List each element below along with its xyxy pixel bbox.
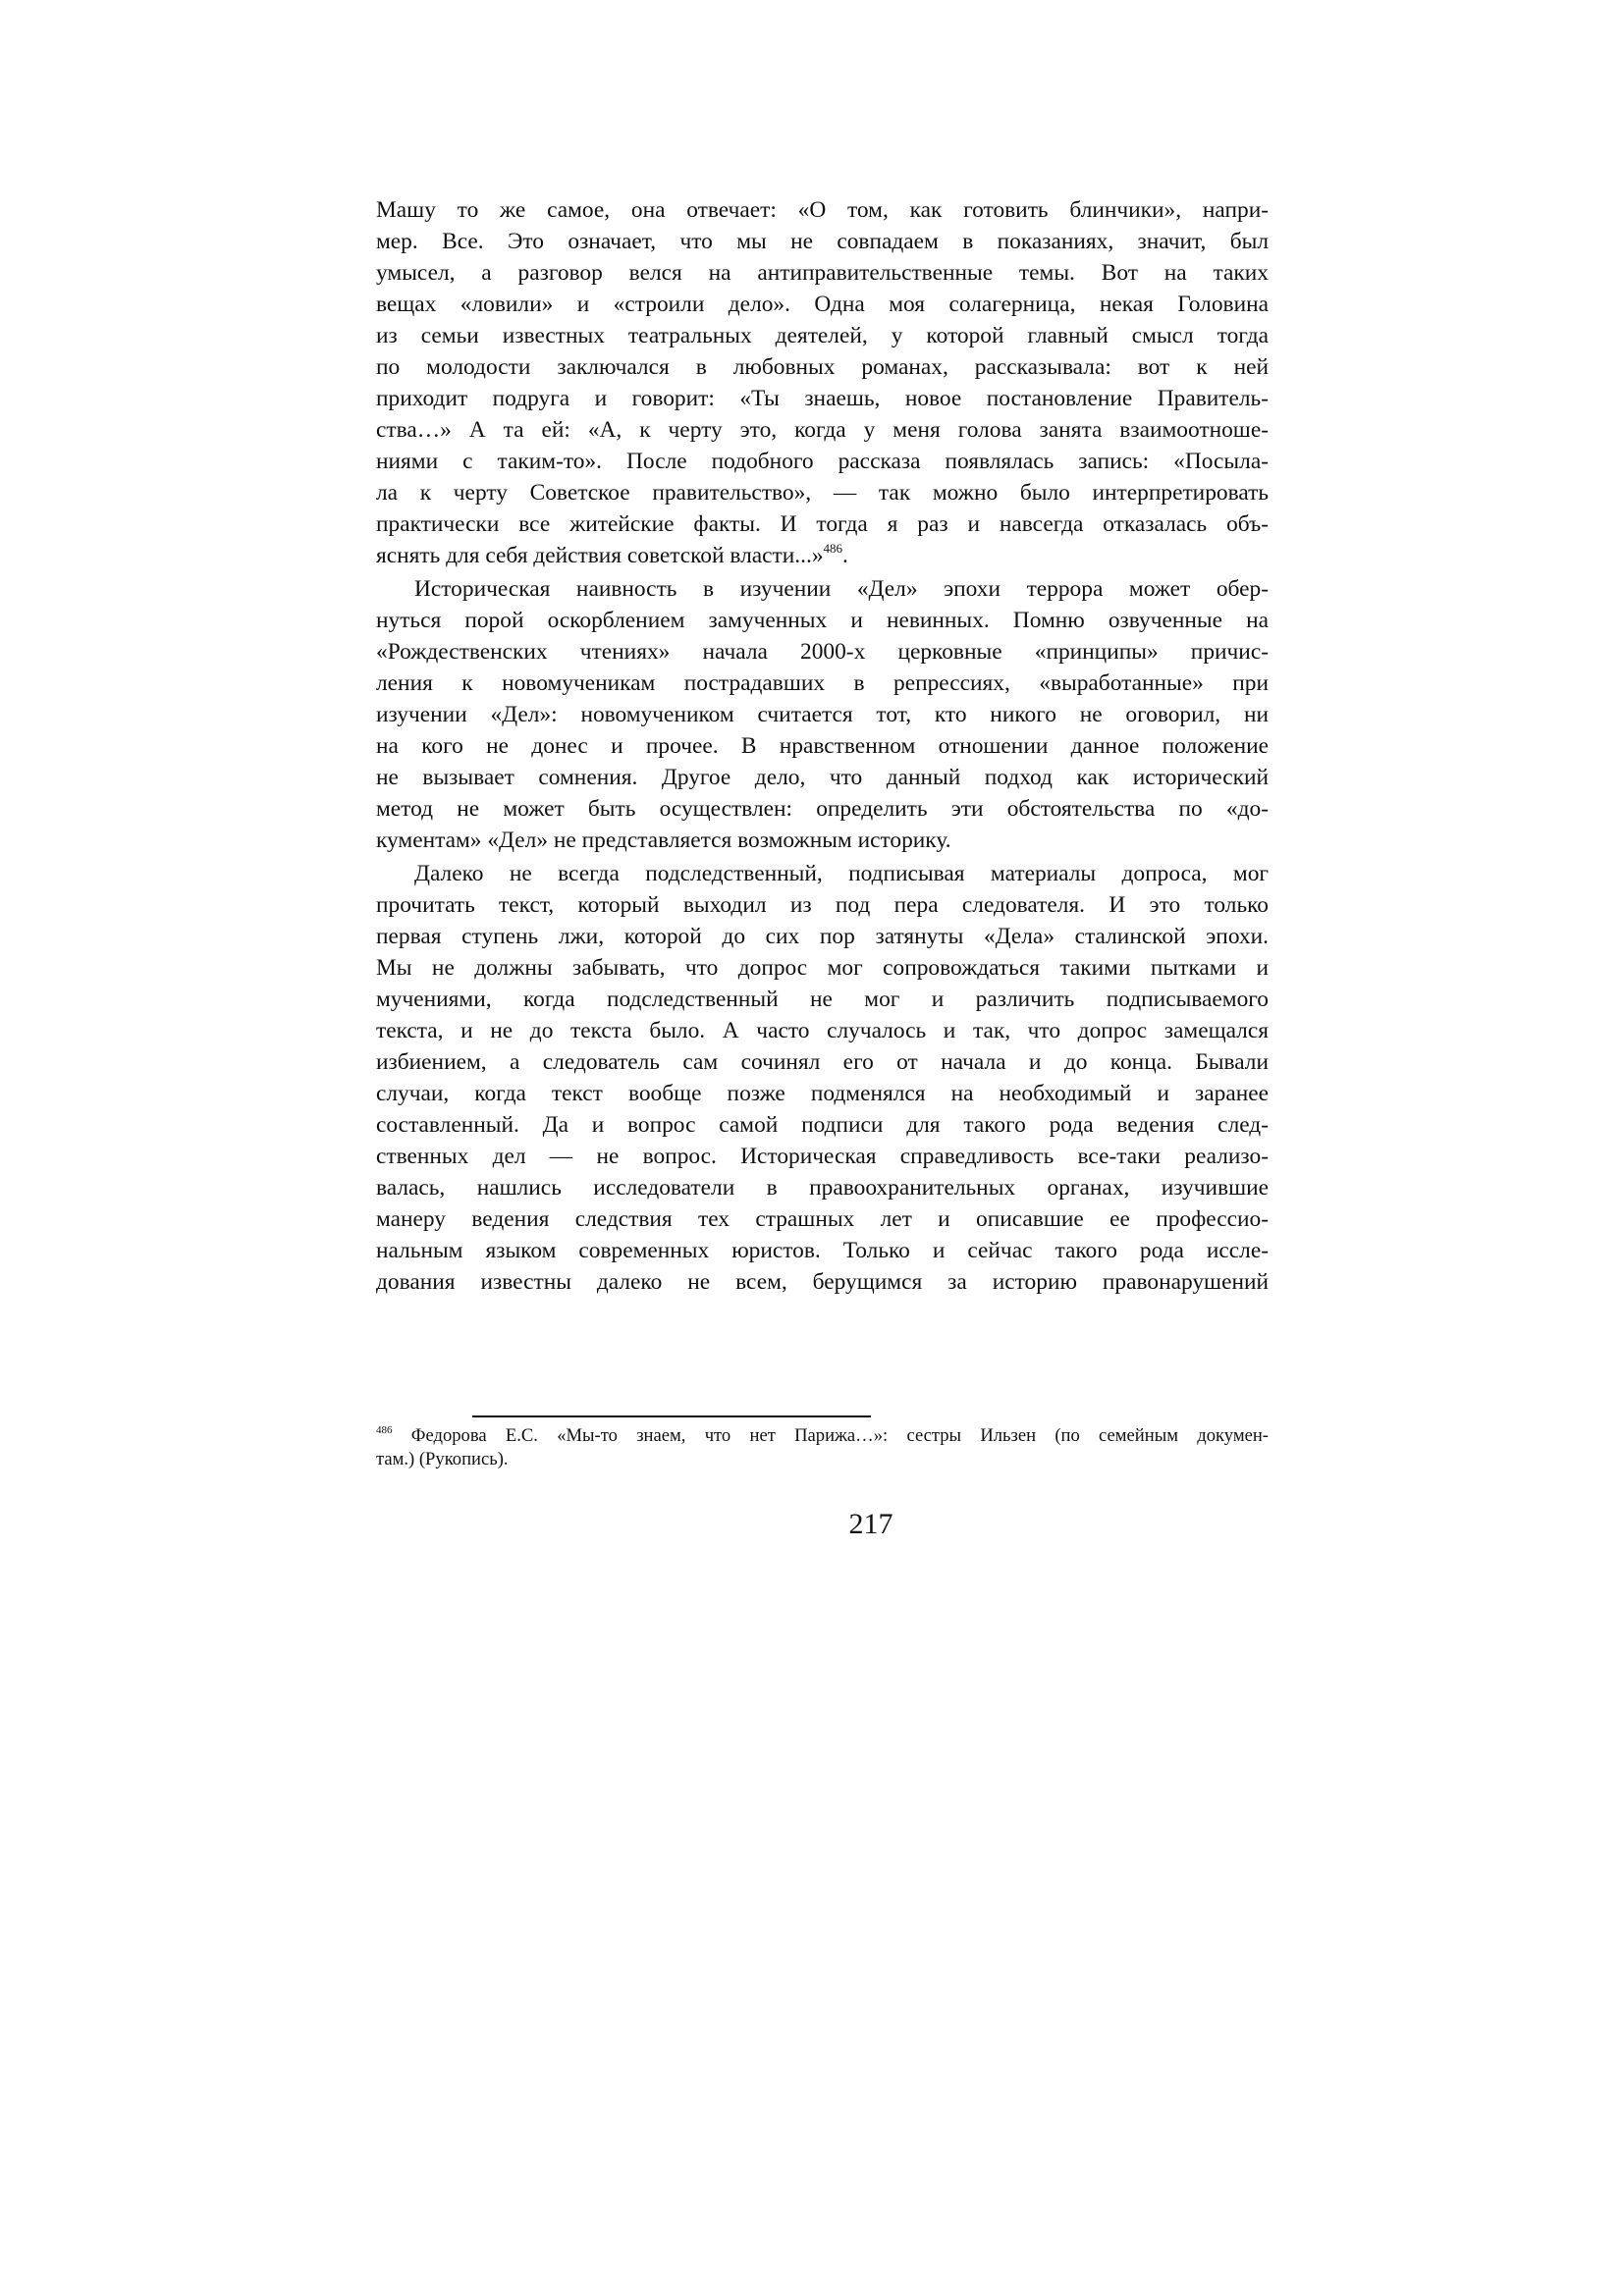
footnote-line: там.) (Рукопись). xyxy=(376,1449,509,1469)
text-line: практически все житейские факты. И тогда я раз и навсегда отказалась объ- xyxy=(376,511,1269,537)
text-line: ственных дел — не вопрос. Историческая справедливость все-таки реализо- xyxy=(376,1144,1269,1169)
text-line: метод не может быть осуществлен: определить эти обстоятельства по «до- xyxy=(376,796,1269,822)
text-line: избиением, а следователь сам сочинял его от начала и до конца. Бывали xyxy=(376,1049,1269,1075)
text-line: случаи, когда текст вообще позже подменялся на необходимый и заранее xyxy=(376,1081,1269,1106)
footnote-reference[interactable]: 486 xyxy=(823,541,843,556)
text-line: нальным языком современных юристов. Только и сейчас такого рода иссле- xyxy=(376,1238,1269,1263)
text-line: изучении «Дел»: новомучеником считается тот, кто никого не оговорил, ни xyxy=(376,702,1269,727)
text-line: мучениями, когда подследственный не мог и различить подписываемого xyxy=(376,987,1269,1012)
paragraph-2 xyxy=(376,573,1269,856)
text-line: на кого не донес и прочее. В нравственном отношении данное положение xyxy=(376,733,1269,759)
text-line: кументам» «Дел» не представляется возможным историку. xyxy=(376,828,951,853)
text-line: валась, нашлись исследователи в правоохранительных органах, изучившие xyxy=(376,1175,1269,1201)
text-line: из семьи известных театральных деятелей, у которой главный смысл тогда xyxy=(376,323,1269,348)
text-line: не вызывает сомнения. Другое дело, что данный подход как исторический xyxy=(376,765,1269,790)
text-line xyxy=(376,540,1269,571)
text-line: текста, и не до текста было. А часто случалось и так, что допрос замещался xyxy=(376,1018,1269,1043)
body-text xyxy=(376,194,1269,1300)
paragraph-1 xyxy=(376,194,1269,571)
text-line: прочитать текст, который выходил из под пера следователя. И это только xyxy=(376,892,1269,918)
text-line: составленный. Да и вопрос самой подписи для такого рода ведения след- xyxy=(376,1112,1269,1138)
text-line: Машу то же самое, она отвечает: «О том, как готовить блинчики», напри- xyxy=(376,197,1269,223)
text-line: «Рождественских чтениях» начала 2000-х церковные «принципы» причис- xyxy=(376,639,1269,665)
text-line: вещах «ловили» и «строили дело». Одна моя солагерница, некая Головина xyxy=(376,292,1269,317)
text-line: ла к черту Советское правительство», — так можно было интерпретировать xyxy=(376,480,1269,506)
paragraph-3 xyxy=(376,858,1269,1298)
text-line: Историческая наивность в изучении «Дел» эпохи террора может обер- xyxy=(414,576,1269,602)
text-line: ниями с таким-то». После подобного рассказа появлялась запись: «Посыла- xyxy=(376,449,1269,474)
footnote-number: 486 xyxy=(376,1424,393,1436)
text-line: ства…» А та ей: «А, к черту это, когда у меня голова занята взаимоотноше- xyxy=(376,417,1269,443)
footnote xyxy=(376,1424,1269,1471)
text-line: дования известны далеко не всем, берущимся за историю правонарушений xyxy=(376,1269,1269,1295)
text-line: манеру ведения следствия тех страшных лет и описавшие ее профессио- xyxy=(376,1206,1269,1232)
footnote-line xyxy=(376,1424,1269,1448)
text-line: умысел, а разговор велся на антиправительственные темы. Вот на таких xyxy=(376,260,1269,286)
text-line-content: яснять для себя действия советской власти...» xyxy=(376,543,824,568)
page-number: 217 xyxy=(848,1508,893,1540)
text-line: первая ступень лжи, которой до сих пор затянуты «Дела» сталинской эпохи. xyxy=(376,924,1269,949)
footnote-separator xyxy=(472,1415,871,1417)
text-line: по молодости заключался в любовных романах, рассказывала: вот к ней xyxy=(376,354,1269,380)
text-line: Мы не должны забывать, что допрос мог сопровождаться такими пытками и xyxy=(376,955,1269,981)
text-line: приходит подруга и говорит: «Ты знаешь, новое постановление Правитель- xyxy=(376,386,1269,411)
trailing-punctuation: . xyxy=(842,543,848,568)
text-line: Далеко не всегда подследственный, подписывая материалы допроса, мог xyxy=(414,861,1269,886)
text-line: мер. Все. Это означает, что мы не совпадаем в показаниях, значит, был xyxy=(376,229,1269,254)
text-line: ления к новомученикам пострадавших в репрессиях, «выработанные» при xyxy=(376,670,1269,696)
text-line: нуться порой оскорблением замученных и невинных. Помню озвученные на xyxy=(376,608,1269,633)
footnote-text: Федорова Е.С. «Мы-то знаем, что нет Парижа…»: сестры Ильзен (по семейным докумен- xyxy=(410,1425,1269,1446)
